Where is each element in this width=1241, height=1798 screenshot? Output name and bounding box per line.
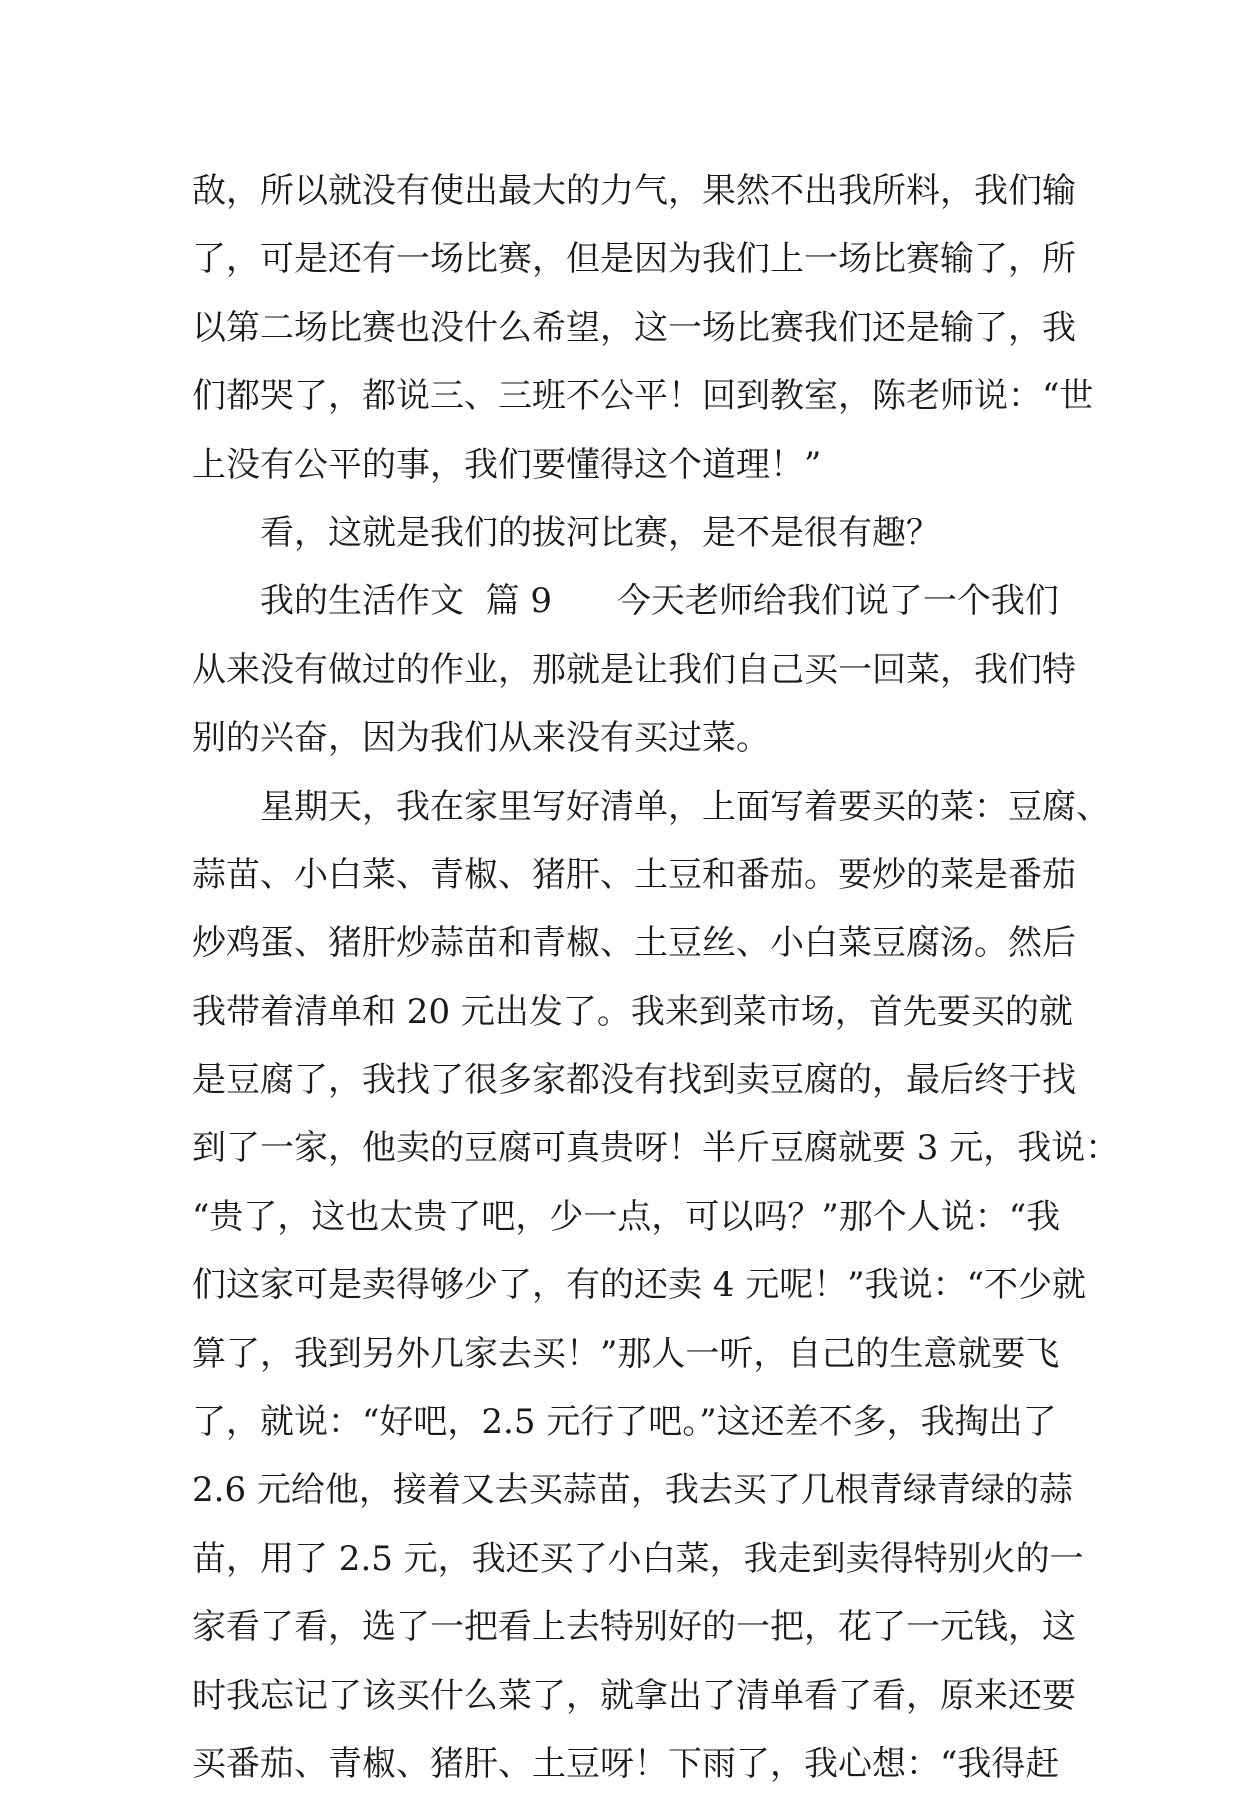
text-line: 了，就说：“好吧，2.5 元行了吧。”这还差不多，我掏出了 xyxy=(192,1402,1057,1443)
text-line: 我带着清单和 20 元出发了。我来到菜市场，首先要买的就 xyxy=(192,991,1073,1032)
essay-heading-line: 我的生活作文 篇 9 今天老师给我们说了一个我们 xyxy=(260,581,1059,622)
text-line: 们这家可是卖得够少了，有的还卖 4 元呢！”我说：“不少就 xyxy=(192,1265,1087,1306)
text-line: 2.6 元给他，接着又去买蒜苗，我去买了几根青绿青绿的蒜 xyxy=(192,1470,1073,1511)
text-line: “贵了，这也太贵了吧，少一点，可以吗？”那个人说：“我 xyxy=(192,1196,1061,1237)
text-line: 了，可是还有一场比赛，但是因为我们上一场比赛输了，所 xyxy=(192,239,1076,280)
text-line: 上没有公平的事，我们要懂得这个道理！” xyxy=(192,444,822,485)
text-line: 买番茄、青椒、猪肝、土豆呀！下雨了，我心想：“我得赶 xyxy=(192,1743,1060,1784)
text-line: 家看了看，选了一把看上去特别好的一把，花了一元钱，这 xyxy=(192,1607,1076,1648)
text-line: 别的兴奋，因为我们从来没有买过菜。 xyxy=(192,718,770,759)
text-line: 蒜苗、小白菜、青椒、猪肝、土豆和番茄。要炒的菜是番茄 xyxy=(192,854,1076,895)
essay-body xyxy=(192,157,1120,1798)
text-line: 以第二场比赛也没什么希望，这一场比赛我们还是输了，我 xyxy=(192,307,1076,348)
paragraph-start-line: 看，这就是我们的拔河比赛，是不是很有趣？ xyxy=(260,512,940,553)
text-line: 敌，所以就没有使出最大的力气，果然不出我所料，我们输 xyxy=(192,171,1076,211)
text-line: 从来没有做过的作业，那就是让我们自己买一回菜，我们特 xyxy=(192,649,1076,690)
text-line: 算了，我到另外几家去买！”那人一听，自己的生意就要飞 xyxy=(192,1333,1060,1374)
text-line: 时我忘记了该买什么菜了，就拿出了清单看了看，原来还要 xyxy=(192,1675,1076,1716)
text-line: 们都哭了，都说三、三班不公平！回到教室，陈老师说：“世 xyxy=(192,376,1094,417)
text-line: 苗，用了 2.5 元，我还买了小白菜，我走到卖得特别火的一 xyxy=(192,1538,1084,1579)
text-line: 是豆腐了，我找了很多家都没有找到卖豆腐的，最后终于找 xyxy=(192,1060,1076,1101)
paragraph-start-line: 星期天，我在家里写好清单，上面写着要买的菜：豆腐、 xyxy=(260,786,1110,827)
text-line: 炒鸡蛋、猪肝炒蒜苗和青椒、土豆丝、小白菜豆腐汤。然后 xyxy=(192,923,1076,964)
text-line: 到了一家，他卖的豆腐可真贵呀！半斤豆腐就要 3 元，我说： xyxy=(192,1128,1120,1169)
